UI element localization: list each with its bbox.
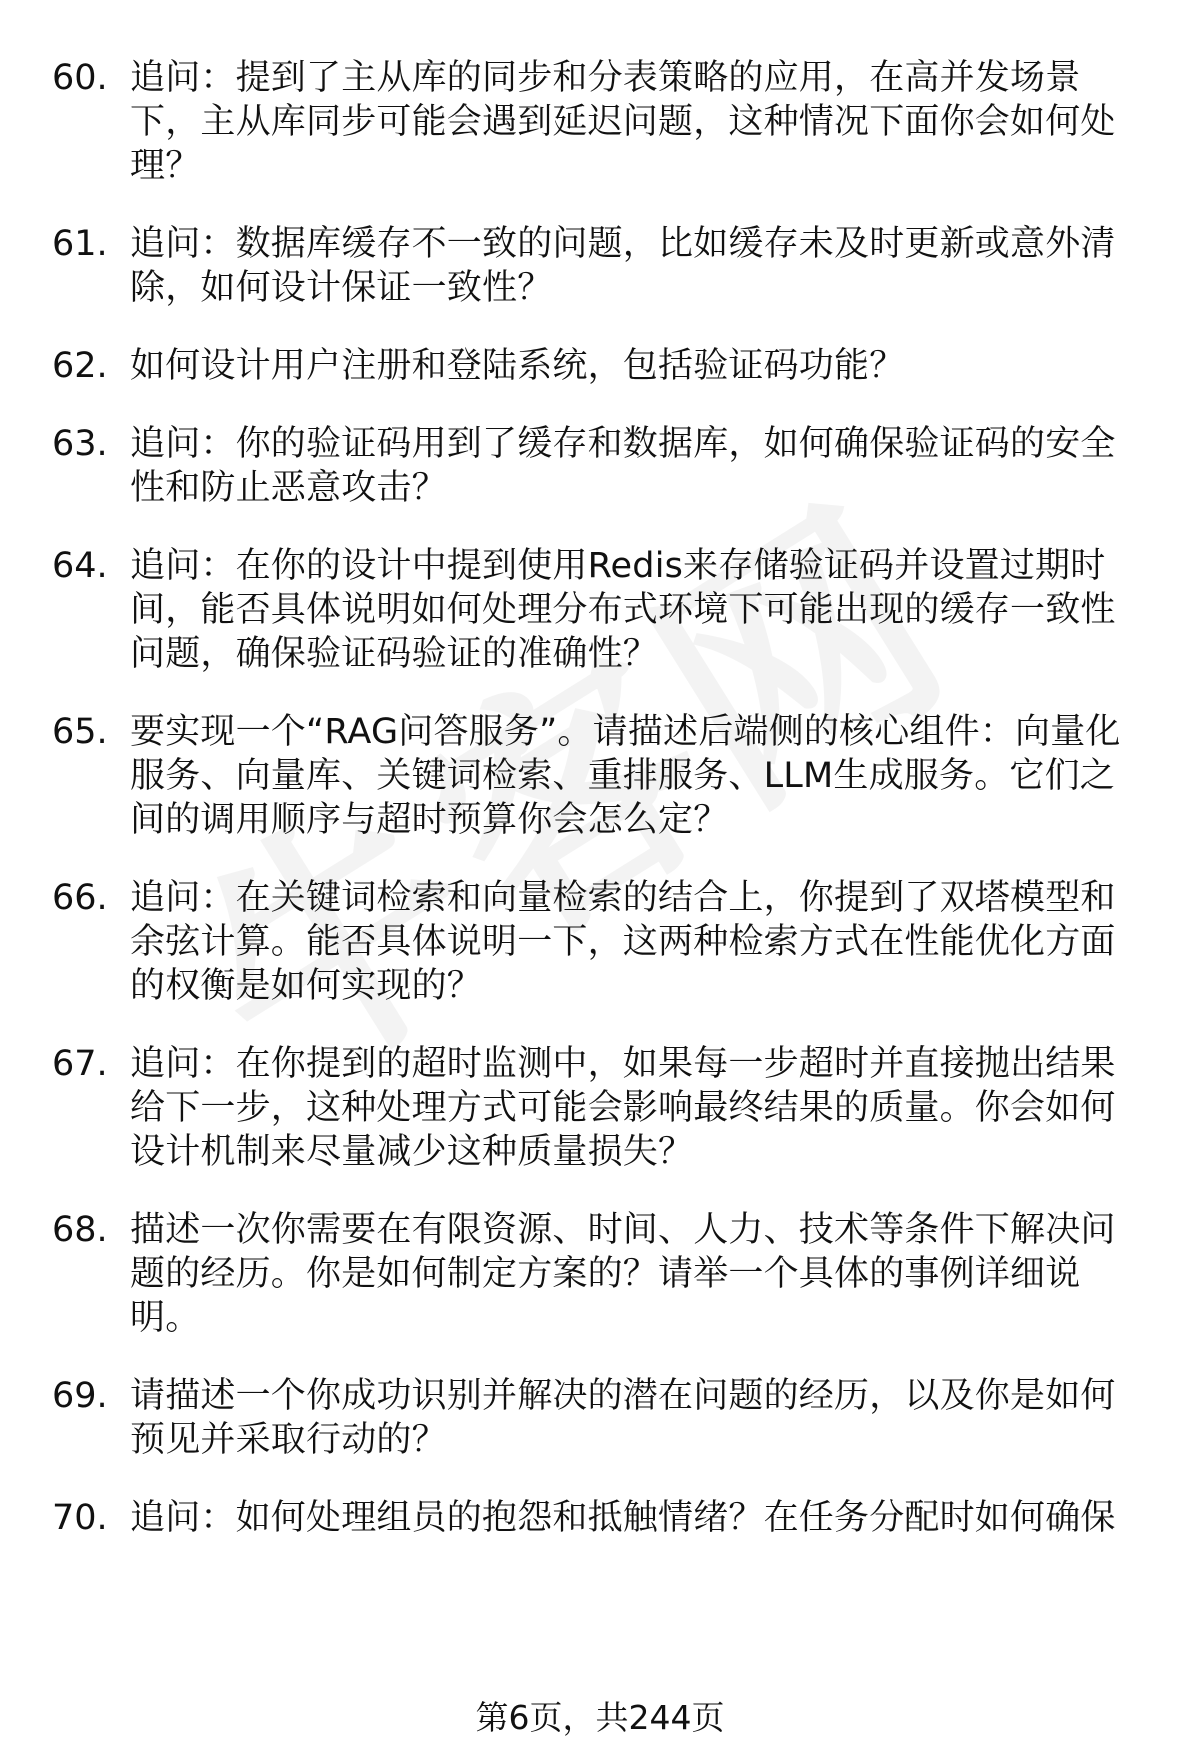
question-item [52,544,1152,676]
question-text: 追问：数据库缓存不一致的问题，比如缓存未及时更新或意外清除，如何设计保证一致性？ [130,224,1116,308]
question-list [52,56,1152,1574]
question-number: 62. [52,346,108,386]
question-item [52,1496,1152,1540]
question-text: 追问：你的验证码用到了缓存和数据库，如何确保验证码的安全性和防止恶意攻击？ [130,424,1116,508]
question-item [52,344,1152,388]
question-number: 60. [52,58,108,98]
question-number: 61. [52,224,108,264]
question-number: 70. [52,1498,108,1538]
question-text: 追问：提到了主从库的同步和分表策略的应用，在高并发场景下，主从库同步可能会遇到延迟问题，这种情况下面你会如何处理？ [130,58,1116,186]
question-text: 如何设计用户注册和登陆系统，包括验证码功能？ [130,346,905,386]
page-footer: 第6页，共244页 [475,1698,725,1737]
question-number: 68. [52,1210,108,1250]
question-item [52,56,1152,188]
question-text: 要实现一个“RAG问答服务”。请描述后端侧的核心组件：向量化服务、向量库、关键词检索、重排服务、LLM生成服务。它们之间的调用顺序与超时预算你会怎么定？ [130,712,1121,840]
question-text: 请描述一个你成功识别并解决的潜在问题的经历，以及你是如何预见并采取行动的？ [130,1376,1116,1460]
question-item [52,710,1152,842]
question-number: 63. [52,424,108,464]
question-item [52,1042,1152,1174]
question-text: 追问：如何处理组员的抱怨和抵触情绪？在任务分配时如何确保 [130,1498,1116,1538]
question-number: 66. [52,878,108,918]
question-item [52,1208,1152,1340]
question-text: 追问：在你的设计中提到使用Redis来存储验证码并设置过期时间，能否具体说明如何处理分布式环境下可能出现的缓存一致性问题，确保验证码验证的准确性？ [130,546,1116,674]
question-number: 69. [52,1376,108,1416]
question-item [52,876,1152,1008]
question-number: 64. [52,546,108,586]
question-text: 追问：在关键词检索和向量检索的结合上，你提到了双塔模型和余弦计算。能否具体说明一下，这两种检索方式在性能优化方面的权衡是如何实现的？ [130,878,1116,1006]
question-item [52,1374,1152,1462]
question-item [52,222,1152,310]
question-number: 65. [52,712,108,752]
question-item [52,422,1152,510]
question-text: 描述一次你需要在有限资源、时间、人力、技术等条件下解决问题的经历。你是如何制定方案的？请举一个具体的事例详细说明。 [130,1210,1116,1338]
question-text: 追问：在你提到的超时监测中，如果每一步超时并直接抛出结果给下一步，这种处理方式可能会影响最终结果的质量。你会如何设计机制来尽量减少这种质量损失？ [130,1044,1116,1172]
question-number: 67. [52,1044,108,1084]
